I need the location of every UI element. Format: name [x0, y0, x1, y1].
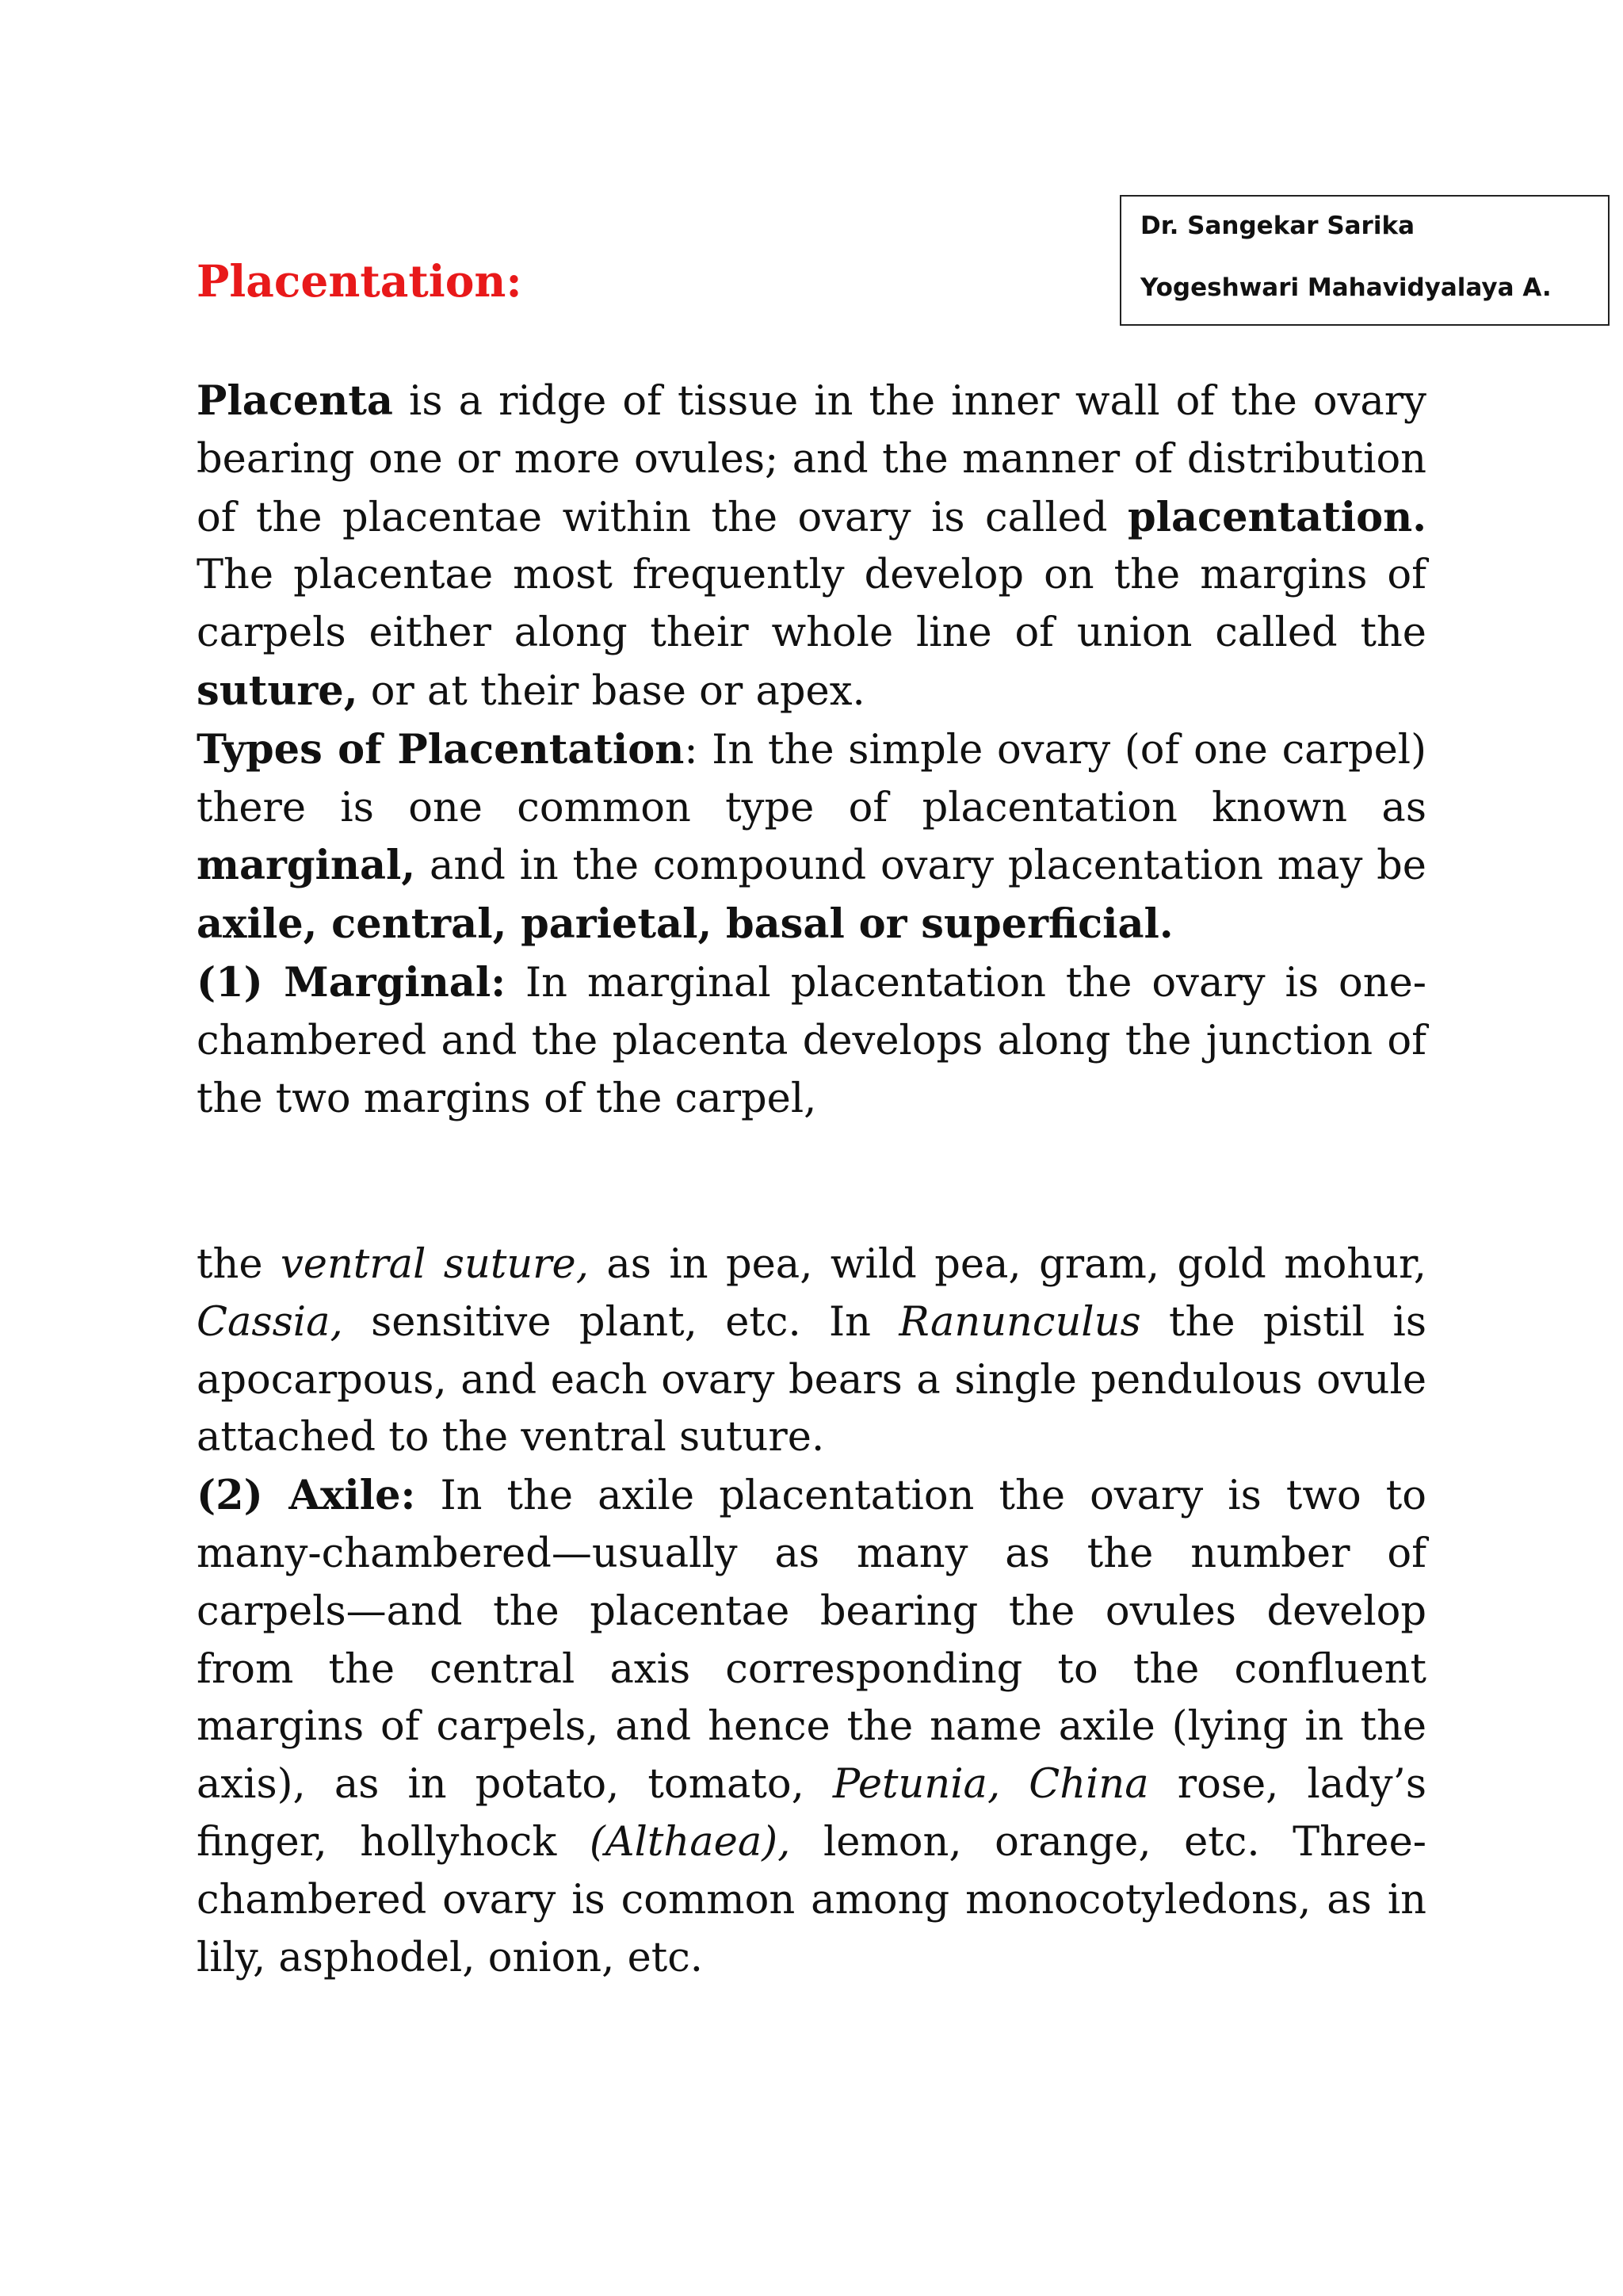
paragraph-types-of-placentation: [197, 721, 1426, 954]
paragraph-text: or at their base or apex.: [357, 667, 865, 715]
text-block-bottom: [197, 1236, 1426, 1987]
paragraph-text: In marginal placentation the ovary is one-chambered and the placenta develops along the junction of the two margins of the carpel,: [197, 959, 1427, 1122]
types-list: axile, central, parietal, basal or superficial.: [197, 900, 1174, 949]
paragraph-text: In the axile placentation the ovary is two to many-chambered—usually as many as the number of carpels—and the placentae bearing the ovules develop from the central axis corresponding to the confluent margins of carpels, and hence the name axile (lying in the axis), as in potato, tomato,: [197, 1473, 1426, 1809]
types-label: Types of Placentation: [197, 725, 685, 774]
paragraph-text: and in the compound ovary placentation may be: [415, 842, 1426, 890]
paragraph-marginal: [197, 954, 1426, 1128]
term-placentation: placentation.: [1127, 493, 1426, 541]
paragraph-marginal-continued: [197, 1236, 1426, 1467]
paragraph-text: rose, lady’s finger, hollyhock: [197, 1761, 1427, 1866]
term-placenta: Placenta: [197, 377, 393, 425]
paragraph-placenta-definition: [197, 372, 1426, 721]
paragraph-text: is a ridge of tissue in the inner wall of the ovary bearing one or more ovules; and the manner of distribution of the placentae within the ovary is called: [197, 378, 1426, 541]
author-name: Dr. Sangekar Sarika: [1140, 212, 1415, 240]
term-marginal: marginal,: [197, 842, 416, 890]
paragraph-text: : In the simple ovary (of one carpel) there is one common type of placentation known as: [197, 726, 1427, 831]
paragraph-text: as in pea, wild pea, gram, gold mohur,: [588, 1241, 1426, 1288]
italic-althaea: (Althaea),: [589, 1818, 791, 1866]
axile-label: (2) Axile:: [197, 1472, 416, 1520]
italic-ranunculus: Ranunculus: [899, 1298, 1141, 1346]
paragraph-text: the: [197, 1241, 281, 1288]
author-institution: Yogeshwari Mahavidyalaya A.: [1140, 273, 1552, 302]
italic-cassia: Cassia,: [197, 1298, 343, 1346]
page-title: Placentation:: [197, 255, 522, 307]
author-box: [1120, 195, 1610, 326]
paragraph-text: the pistil is apocarpous, and each ovary bears a single pendulous ovule attached to the ventral suture.: [197, 1298, 1426, 1461]
paragraph-text: The placentae most frequently develop on the margins of carpels either along their whole line of union called the: [197, 552, 1426, 657]
italic-petunia-china: Petunia, China: [832, 1761, 1149, 1809]
paragraph-text: sensitive plant, etc. In: [342, 1298, 899, 1346]
paragraph-text: lemon, orange, etc. Three-chambered ovary is common among monocotyledons, as in lily, asphodel, onion, etc.: [197, 1818, 1426, 1981]
text-block-top: [197, 372, 1426, 1128]
italic-ventral-suture: ventral suture,: [280, 1241, 589, 1288]
term-suture: suture,: [197, 667, 358, 715]
paragraph-axile: [197, 1467, 1426, 1987]
marginal-label: (1) Marginal:: [197, 958, 506, 1007]
